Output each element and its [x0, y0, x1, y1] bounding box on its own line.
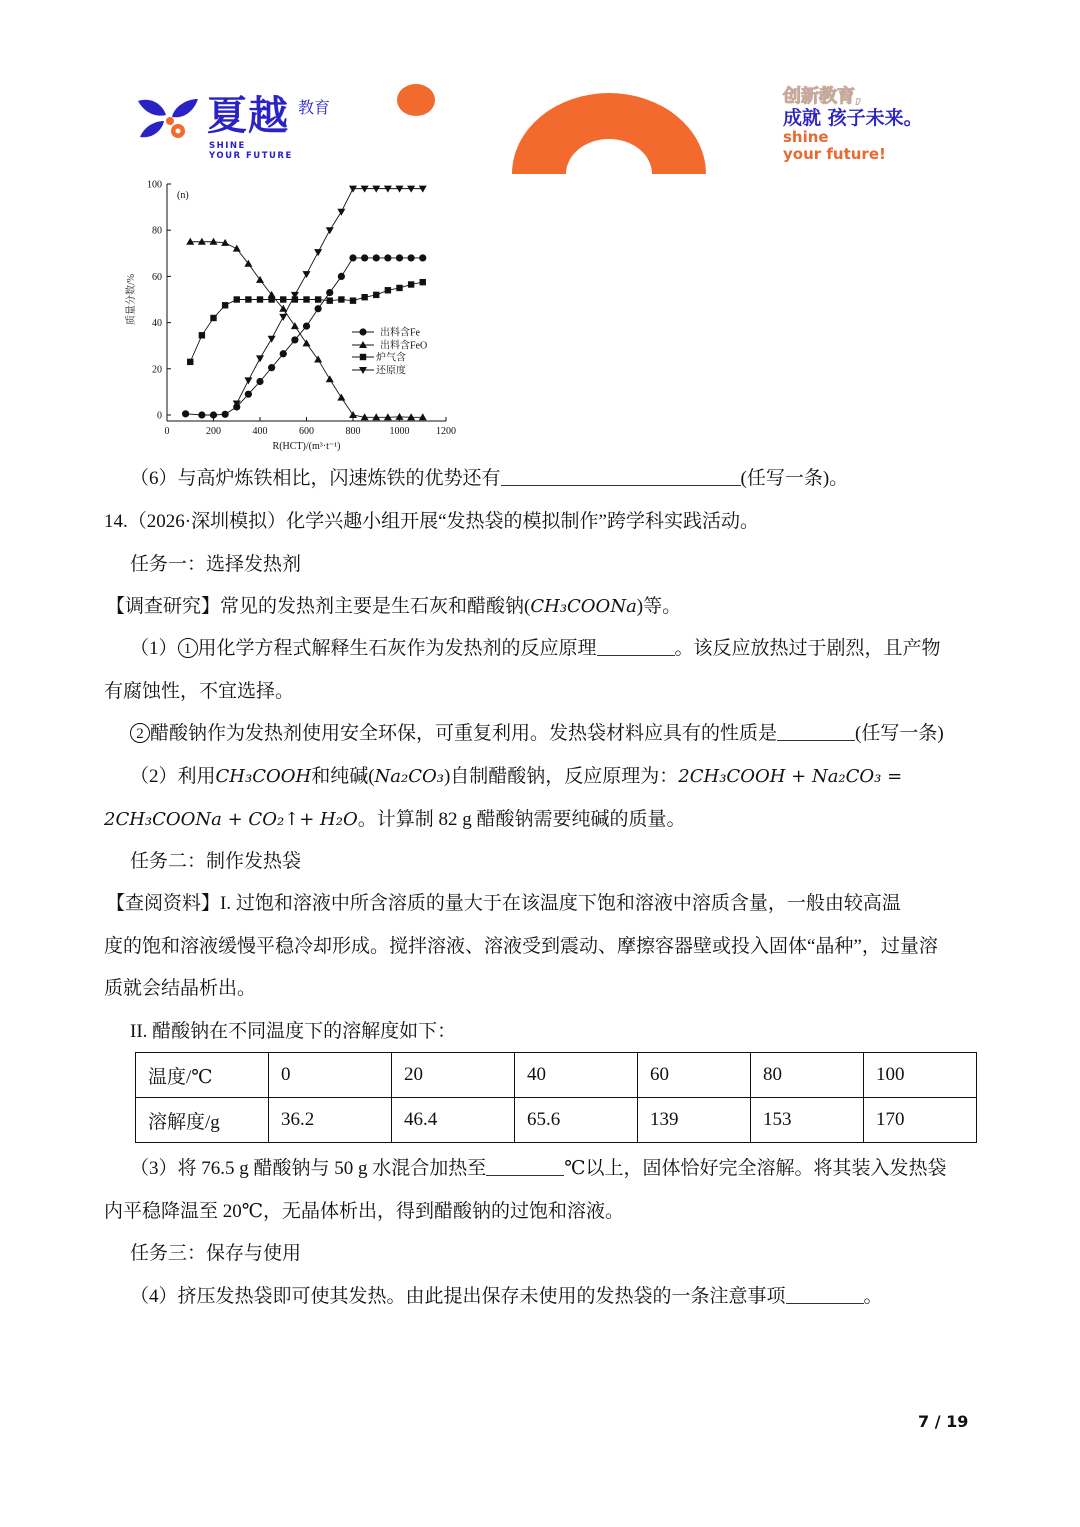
q2-tail: 。计算制 82 g 醋酸钠需要纯碱的质量。: [357, 809, 686, 830]
line-chart: [120, 172, 470, 462]
q2-lead: （2）利用: [130, 766, 216, 787]
svg-text:60: 60: [152, 271, 162, 283]
table-row-temperature: [136, 1053, 977, 1098]
svg-text:出料含Fe: 出料含Fe: [380, 327, 420, 339]
circled-number-2: 2: [130, 723, 150, 743]
svg-text:40: 40: [152, 318, 162, 330]
formula-acetic-acid: CH₃COOH: [215, 766, 312, 787]
svg-text:炉气含: 炉气含: [376, 352, 406, 364]
q1-lead: （1）: [130, 638, 178, 659]
q1-answer-blank[interactable]: [597, 637, 675, 656]
butterfly-logo-icon: [136, 97, 200, 141]
task3-heading: 任务三：保存与使用: [130, 1243, 302, 1264]
brand-tagline-line2: YOUR FUTURE: [209, 151, 293, 161]
row-header-temperature: 温度/℃: [136, 1053, 269, 1098]
q2-after: )自制醋酸钠，反应原理为：: [443, 766, 679, 787]
svg-text:200: 200: [206, 426, 221, 437]
table-cell: 46.4: [392, 1098, 515, 1143]
table-cell: 139: [638, 1098, 751, 1143]
q1-after: 。该反应放热过于剧烈，且产物: [674, 638, 941, 659]
question-2: [130, 765, 902, 789]
reference-1-line3: 质就会结晶析出。: [104, 978, 257, 999]
q6-text: （6）与高炉炼铁相比，闪速炼铁的优势还有: [130, 468, 501, 489]
question-1-part1-line2: 有腐蚀性，不宜选择。: [104, 681, 295, 702]
table-cell: 170: [863, 1098, 976, 1143]
table-cell: 65.6: [515, 1098, 638, 1143]
q1b-suffix: (任写一条): [855, 723, 944, 744]
table-cell: 40: [515, 1053, 638, 1098]
q6-suffix: (任写一条)。: [740, 468, 849, 489]
brand-tagline-line1: SHINE: [209, 141, 246, 151]
table-cell: 0: [269, 1053, 392, 1098]
svg-text:(n): (n): [177, 190, 189, 201]
q4-answer-blank[interactable]: [786, 1285, 864, 1304]
slogan-line2: 成就 孩子未来。: [783, 107, 923, 129]
svg-text:1000: 1000: [389, 426, 410, 437]
slogan-line4: your future!: [783, 145, 886, 163]
slogan: [783, 88, 923, 162]
equation-left: 2CH₃COOH + Na₂CO₃ =: [678, 766, 903, 787]
reference-1-line1: 【查阅资料】I. 过饱和溶液中所含溶质的量大于在该温度下饱和溶液中溶质含量，一般由较高温: [106, 893, 901, 914]
q1b-answer-blank[interactable]: [777, 722, 855, 741]
svg-text:0: 0: [157, 410, 162, 422]
svg-text:400: 400: [252, 426, 268, 437]
table-cell: 60: [638, 1053, 751, 1098]
question-3: [130, 1157, 947, 1181]
brand-name: 夏越: [207, 93, 289, 139]
svg-text:1200: 1200: [436, 426, 456, 437]
question-1-part2: [130, 722, 944, 746]
page-number: 7 / 19: [918, 1412, 969, 1431]
circled-number-1: 1: [178, 638, 198, 658]
svg-text:0: 0: [164, 426, 170, 437]
formula-sodium-acetate: CH₃COONa: [530, 596, 637, 617]
solubility-table: [135, 1052, 977, 1143]
question-4: [130, 1285, 883, 1309]
task1-heading: 任务一：选择发热剂: [130, 554, 302, 575]
q1-text: 用化学方程式解释生石灰作为发热剂的反应原理: [197, 638, 597, 659]
q1b-text: 醋酸钠作为发热剂使用安全环保，可重复利用。发热袋材料应具有的性质是: [150, 723, 778, 744]
table-row-solubility: [136, 1098, 977, 1143]
q3-answer-blank[interactable]: [486, 1157, 564, 1176]
svg-text:80: 80: [152, 225, 162, 237]
q6-answer-blank[interactable]: [501, 467, 741, 486]
table-cell: 100: [863, 1053, 976, 1098]
survey-prefix: 【调查研究】常见的发热剂主要是生石灰和醋酸钠(: [106, 596, 531, 617]
svg-text:质量分数/%: 质量分数/%: [126, 273, 137, 326]
row-header-solubility: 溶解度/g: [136, 1098, 269, 1143]
task2-heading: 任务二：制作发热袋: [130, 851, 302, 872]
slogan-line1: 创新教育,: [783, 86, 862, 107]
q2-mid: 和纯碱(: [311, 766, 375, 787]
reference-1-line2: 度的饱和溶液缓慢平稳冷却形成。搅拌溶液、溶液受到震动、摩擦容器壁或投入固体“晶种”，过量溶: [104, 936, 938, 957]
q3-text: （3）将 76.5 g 醋酸钠与 50 g 水混合加热至: [130, 1158, 487, 1179]
brand-tagline: [209, 141, 293, 161]
svg-text:出料含FeO: 出料含FeO: [380, 340, 428, 352]
q4-after: 。: [863, 1286, 883, 1307]
orange-arc-decoration: [512, 93, 706, 174]
q3-after: ℃以上，固体恰好完全溶解。将其装入发热袋: [564, 1158, 947, 1179]
reference-2: II. 醋酸钠在不同温度下的溶解度如下：: [130, 1021, 457, 1042]
brand-edu-label: 教育: [298, 98, 331, 117]
svg-text:还原度: 还原度: [376, 365, 406, 377]
question-3-line2: 内平稳降温至 20℃，无晶体析出，得到醋酸钠的过饱和溶液。: [104, 1201, 625, 1222]
svg-text:600: 600: [299, 426, 314, 437]
orange-dot-decoration: [397, 84, 435, 116]
q4-text: （4）挤压发热袋即可使其发热。由此提出保存未使用的发热袋的一条注意事项: [130, 1286, 786, 1307]
svg-text:20: 20: [152, 364, 162, 376]
survey-paragraph: [106, 595, 681, 619]
svg-text:100: 100: [147, 179, 162, 191]
slogan-line3: shine: [783, 128, 829, 146]
svg-text:800: 800: [345, 426, 361, 437]
survey-suffix: )等。: [636, 596, 682, 617]
table-cell: 36.2: [269, 1098, 392, 1143]
formula-sodium-carbonate: Na₂CO₃: [374, 766, 444, 787]
equation-right: 2CH₃COONa + CO₂↑+ H₂O: [104, 809, 358, 830]
table-cell: 80: [751, 1053, 864, 1098]
question-14-title: 14.（2026·深圳模拟）化学兴趣小组开展“发热袋的模拟制作”跨学科实践活动。: [104, 511, 759, 532]
question-2-line2: [104, 808, 686, 832]
table-cell: 20: [392, 1053, 515, 1098]
table-cell: 153: [751, 1098, 864, 1143]
question-1-part1: [130, 637, 941, 661]
question-6: [130, 467, 848, 491]
svg-text:R(HCT)/(m³·t⁻¹): R(HCT)/(m³·t⁻¹): [272, 441, 341, 452]
